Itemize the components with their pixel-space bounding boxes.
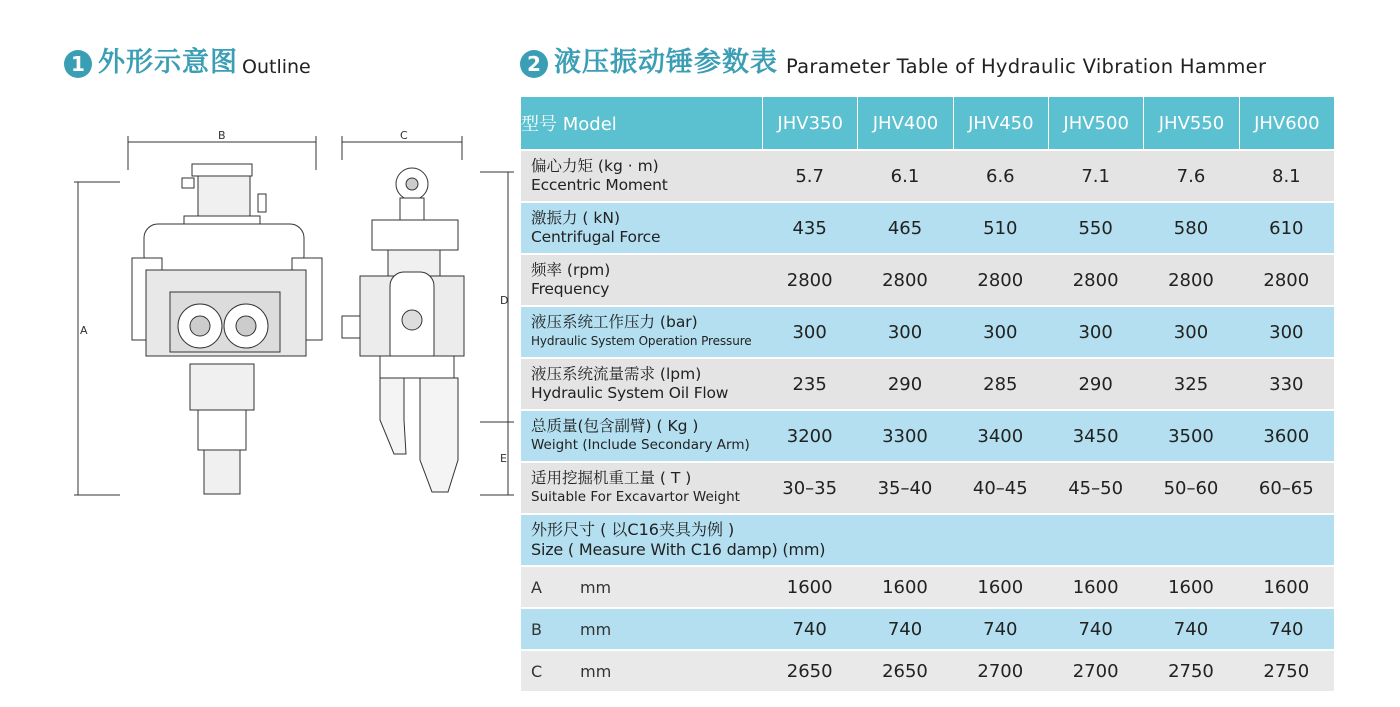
- table-cell: 580: [1143, 203, 1238, 255]
- table-cell: 40–45: [953, 463, 1048, 515]
- table-cell: 6.1: [857, 151, 952, 203]
- table-row: [521, 151, 1334, 203]
- table-cell: 7.6: [1143, 151, 1238, 203]
- table-title-en: Parameter Table of Hydraulic Vibration Hammer: [786, 55, 1267, 78]
- table-cell: 435: [762, 203, 857, 255]
- table-cell: 330: [1239, 359, 1334, 411]
- table-cell: 300: [762, 307, 857, 359]
- table-cell: 2650: [762, 651, 857, 693]
- table-cell: 285: [953, 359, 1048, 411]
- table-cell: 2700: [1048, 651, 1143, 693]
- table-cell: 60–65: [1239, 463, 1334, 515]
- parameter-table-heading: [520, 46, 1266, 80]
- table-cell: 740: [1143, 609, 1238, 651]
- table-cell: 2650: [857, 651, 952, 693]
- table-cell: 2800: [857, 255, 952, 307]
- table-cell: 30–35: [762, 463, 857, 515]
- table-cell: 7.1: [1048, 151, 1143, 203]
- table-cell: 2800: [1048, 255, 1143, 307]
- table-cell: 510: [953, 203, 1048, 255]
- table-cell: 2800: [1239, 255, 1334, 307]
- dim-label-e: E: [500, 452, 507, 465]
- row-label: 频率 (rpm) Frequency: [521, 255, 762, 307]
- table-row: [521, 411, 1334, 463]
- table-cell: 290: [1048, 359, 1143, 411]
- section-number-badge: 1: [64, 50, 92, 78]
- dim-label-a: A: [80, 324, 88, 337]
- table-cell: 1600: [1048, 567, 1143, 609]
- model-name: JHV550: [1143, 97, 1238, 151]
- table-cell: 1600: [1143, 567, 1238, 609]
- table-cell: 2800: [953, 255, 1048, 307]
- table-row: [521, 255, 1334, 307]
- outline-heading: [64, 46, 311, 80]
- table-cell: 740: [857, 609, 952, 651]
- table-cell: 1600: [762, 567, 857, 609]
- dimension-row: [521, 651, 1334, 693]
- table-row: [521, 203, 1334, 255]
- table-cell: 300: [1143, 307, 1238, 359]
- model-name: JHV450: [953, 97, 1048, 151]
- table-cell: 45–50: [1048, 463, 1143, 515]
- model-name: JHV600: [1239, 97, 1334, 151]
- outline-title-cn: 外形示意图: [98, 47, 238, 78]
- row-label: 激振力 ( kN) Centrifugal Force: [521, 203, 762, 255]
- table-cell: 610: [1239, 203, 1334, 255]
- table-cell: 6.6: [953, 151, 1048, 203]
- outline-drawing: [60, 120, 520, 510]
- table-cell: 50–60: [1143, 463, 1238, 515]
- table-cell: 3450: [1048, 411, 1143, 463]
- dim-label-c: C: [400, 129, 408, 142]
- row-label: 液压系统工作压力 (bar) Hydraulic System Operation Pressure: [521, 307, 762, 359]
- table-cell: 2750: [1143, 651, 1238, 693]
- model-name: JHV500: [1048, 97, 1143, 151]
- table-cell: 2750: [1239, 651, 1334, 693]
- model-name: JHV400: [857, 97, 952, 151]
- table-cell: 300: [1048, 307, 1143, 359]
- model-header: 型号 Model: [521, 97, 762, 151]
- table-row: [521, 307, 1334, 359]
- table-cell: 3500: [1143, 411, 1238, 463]
- size-row: [521, 515, 1334, 567]
- table-cell: 300: [953, 307, 1048, 359]
- table-cell: 1600: [857, 567, 952, 609]
- table-cell: 300: [857, 307, 952, 359]
- table-cell: 1600: [1239, 567, 1334, 609]
- table-cell: 2800: [1143, 255, 1238, 307]
- row-label: C mm: [521, 651, 762, 693]
- table-cell: 235: [762, 359, 857, 411]
- table-title-cn: 液压振动锤参数表: [554, 47, 778, 78]
- table-header-row: [521, 97, 1334, 151]
- table-cell: 35–40: [857, 463, 952, 515]
- table-cell: 325: [1143, 359, 1238, 411]
- row-label: A mm: [521, 567, 762, 609]
- parameter-table: [521, 97, 1334, 693]
- table-cell: 1600: [953, 567, 1048, 609]
- row-label: 液压系统流量需求 (lpm) Hydraulic System Oil Flow: [521, 359, 762, 411]
- row-label: B mm: [521, 609, 762, 651]
- outline-title-en: Outline: [242, 56, 311, 78]
- table-row: [521, 463, 1334, 515]
- row-label: 适用挖掘机重工量 ( T ) Suitable For Excavartor Weight: [521, 463, 762, 515]
- table-cell: 740: [762, 609, 857, 651]
- table-cell: 550: [1048, 203, 1143, 255]
- table-cell: 290: [857, 359, 952, 411]
- table-cell: 8.1: [1239, 151, 1334, 203]
- table-cell: 2800: [762, 255, 857, 307]
- dimension-row: [521, 609, 1334, 651]
- dimension-row: [521, 567, 1334, 609]
- section-number-badge: 2: [520, 50, 548, 78]
- row-label: 偏心力矩 (kg · m) Eccentric Moment: [521, 151, 762, 203]
- table-cell: 2700: [953, 651, 1048, 693]
- dim-label-d: D: [500, 294, 509, 307]
- table-row: [521, 359, 1334, 411]
- table-cell: 300: [1239, 307, 1334, 359]
- table-cell: 3600: [1239, 411, 1334, 463]
- row-label: 总质量(包含副臂) ( Kg ) Weight (Include Secondary Arm): [521, 411, 762, 463]
- table-cell: 740: [1239, 609, 1334, 651]
- table-cell: 5.7: [762, 151, 857, 203]
- table-cell: 3400: [953, 411, 1048, 463]
- size-label: 外形尺寸 ( 以C16夹具为例 ) Size ( Measure With C16 damp) (mm): [521, 515, 1334, 567]
- dim-label-b: B: [218, 129, 226, 142]
- table-cell: 465: [857, 203, 952, 255]
- model-name: JHV350: [762, 97, 857, 151]
- table-cell: 3300: [857, 411, 952, 463]
- table-cell: 740: [1048, 609, 1143, 651]
- table-cell: 3200: [762, 411, 857, 463]
- table-cell: 740: [953, 609, 1048, 651]
